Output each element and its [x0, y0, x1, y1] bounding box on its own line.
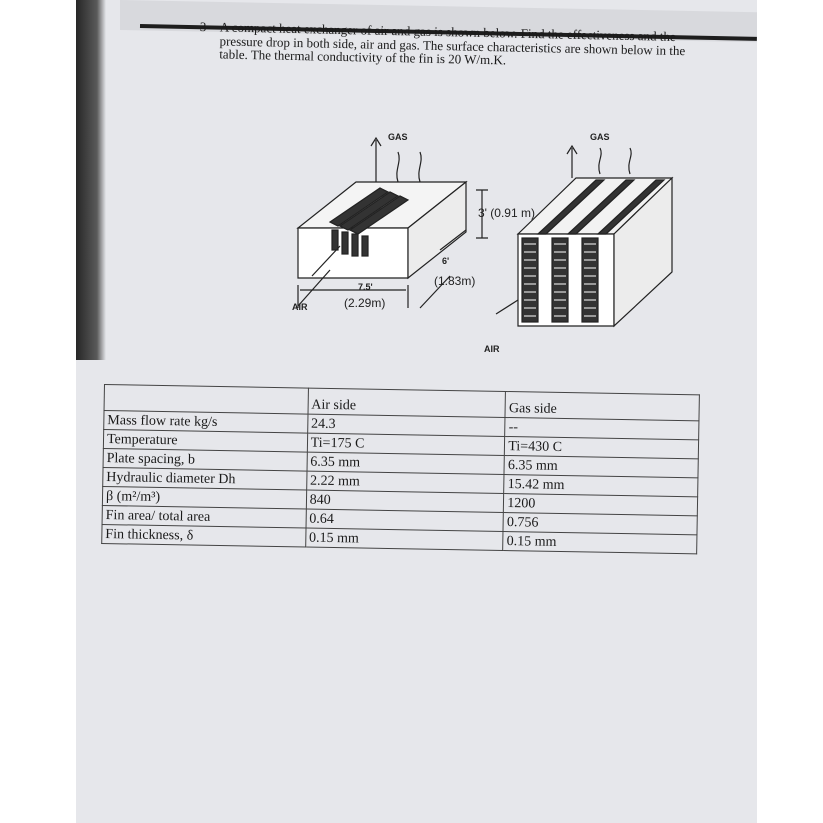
- gas-value: 0.15 mm: [503, 531, 697, 553]
- length-m-label: (2.29m): [344, 296, 386, 310]
- exchanger-drawing: [270, 130, 690, 370]
- height-label: 3' (0.91 m): [478, 206, 535, 220]
- row-label: Hydraulic diameter Dh: [103, 467, 307, 490]
- air-value: 24.3: [307, 414, 505, 436]
- gas-value: 6.35 mm: [504, 456, 698, 478]
- air-label-right: AIR: [484, 344, 500, 354]
- depth-m-label: (1.83m): [434, 274, 476, 288]
- heat-exchanger-figure: [270, 130, 690, 375]
- table-header-cell: Air side: [308, 388, 506, 417]
- air-value: 0.64: [306, 509, 504, 531]
- row-label: Fin area/ total area: [102, 505, 306, 528]
- depth-ft-label: 6': [442, 256, 450, 266]
- gas-value: 1200: [504, 493, 698, 515]
- row-label: Temperature: [103, 430, 307, 453]
- table-header-cell: [104, 385, 308, 415]
- gas-value: 15.42 mm: [504, 475, 698, 497]
- row-label: Mass flow rate kg/s: [104, 411, 308, 434]
- air-value: 2.22 mm: [306, 471, 504, 493]
- gas-value: --: [505, 418, 699, 440]
- air-value: 6.35 mm: [307, 452, 505, 474]
- properties-table: [101, 384, 700, 554]
- table-header-cell: Gas side: [505, 392, 699, 421]
- gas-label-left: GAS: [388, 132, 408, 142]
- background-shadow: [76, 0, 106, 360]
- problem-number: 3-: [199, 19, 211, 35]
- air-value: 0.15 mm: [305, 528, 503, 550]
- air-value: Ti=175 C: [307, 433, 505, 455]
- air-label-left: AIR: [292, 302, 308, 312]
- row-label: β (m²/m³): [102, 486, 306, 509]
- row-label: Plate spacing, b: [103, 448, 307, 471]
- problem-text: A compact heat exchanger of air and gas is shown below. Find the effectiveness and the pressure drop in both side, air and gas. The surface characteristics are shown below in the table. The thermal conductivity of the fin is 20 W/m.K.: [219, 19, 686, 68]
- length-ft-label: 7.5': [358, 282, 373, 292]
- gas-value: 0.756: [503, 512, 697, 534]
- air-value: 840: [306, 490, 504, 512]
- gas-value: Ti=430 C: [505, 437, 699, 459]
- row-label: Fin thickness, δ: [102, 524, 306, 547]
- gas-label-right: GAS: [590, 132, 610, 142]
